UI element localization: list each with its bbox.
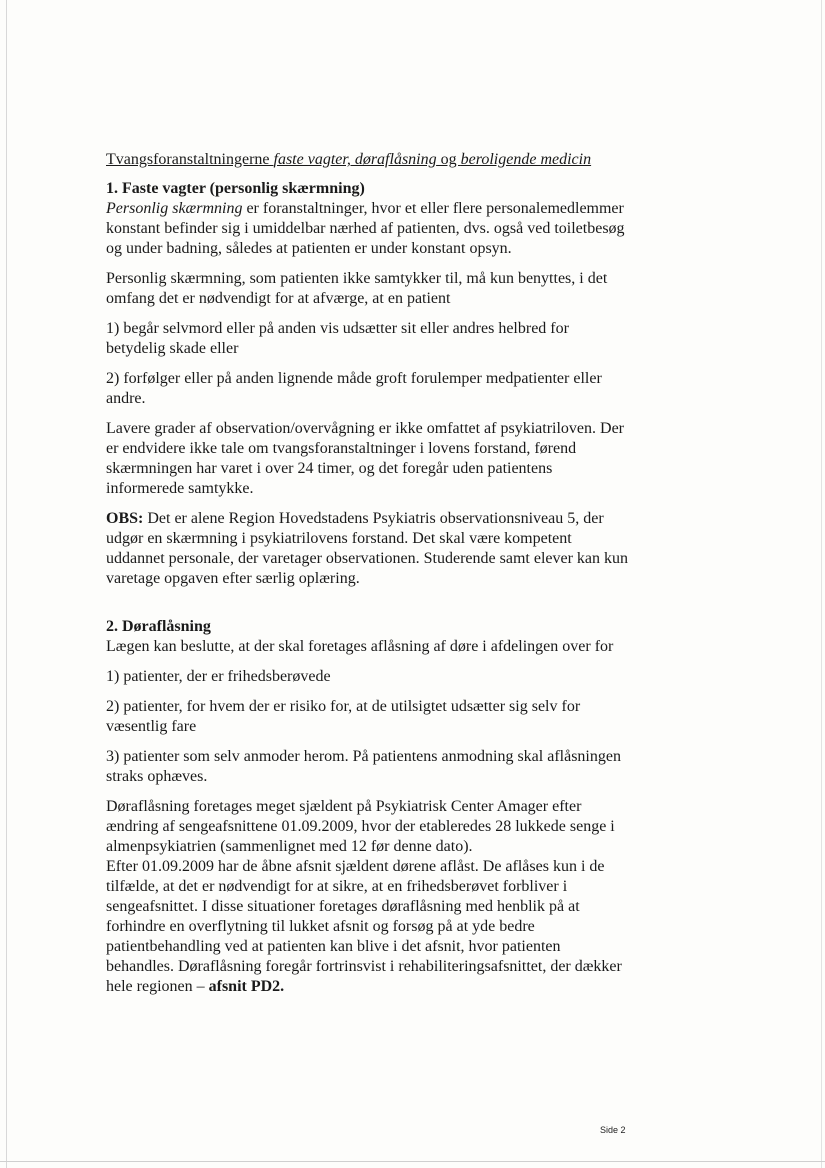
section-2-history-paragraph: Døraflåsning foretages meget sjældent på Psykiatrisk Center Amager efter ændring af sengeafsnittene 01.09.2009, hvor der etableredes 28 lukkede senge i almenpsykiatrien (sammenlignet med 12 før denne dato). bbox=[106, 798, 615, 855]
section-1-obs-note bbox=[106, 509, 630, 589]
heading-connector: og bbox=[436, 151, 461, 168]
obs-label: OBS: bbox=[106, 510, 144, 527]
section-2-after-bold: afsnit PD2. bbox=[208, 978, 285, 995]
obs-text: Det er alene Region Hovedstadens Psykiatris observationsniveau 5, der udgør en skærmning i psykiatrilovens forstand. Det skal være kompetent uddannet personale, der varetager observationen. Studerende samt elever kan kun varetage opgaven efter særlig oplæring. bbox=[106, 510, 629, 587]
section-1-intro-rest: er foranstaltninger, hvor et eller flere personalemedlemmer konstant befinder sig i umiddelbar nærhed af patienten, dvs. også ved toiletbesøg og under badning, således at patienten er under konstant opsyn. bbox=[106, 200, 625, 257]
document-heading bbox=[106, 150, 630, 170]
section-2-after-text: Efter 01.09.2009 har de åbne afsnit sjældent dørene aflåst. De aflåses kun i de tilfælde, at det er nødvendigt for at sikre, at en frihedsberøvet forbliver i sengeafsnittet. I disse situationer foretages døraflåsning med henblik på at forhindre en overflytning til lukket afsnit og forsøg på at yde bedre patientbehandling ved at patienten kan blive i det afsnit, hvor patienten behandles. Døraflåsning foregår fortrinsvist i rehabiliteringsafsnittet, der dækker hele regionen – bbox=[106, 858, 622, 995]
section-2-list-item-2: 2) patienter, for hvem der er risiko for, at de utilsigtet udsætter sig selv for væsentlig fare bbox=[106, 698, 581, 735]
section-1-intro bbox=[106, 199, 630, 259]
scan-edge-right bbox=[821, 0, 822, 1168]
section-1-intro-term: Personlig skærmning bbox=[106, 200, 243, 217]
section-2-list-item-3: 3) patienter som selv anmoder herom. På patientens anmodning skal aflåsningen straks ophæves. bbox=[106, 748, 621, 785]
heading-emphasis-2: beroligende medicin bbox=[460, 151, 592, 168]
heading-prefix: Tvangsforanstaltningerne bbox=[106, 151, 274, 168]
section-2-list-item-1: 1) patienter, der er frihedsberøvede bbox=[106, 668, 331, 685]
section-1-observation-paragraph: Lavere grader af observation/overvågning er ikke omfattet af psykiatriloven. Der er endvidere ikke tale om tvangsforanstaltninger i lovens forstand, førend skærmningen har varet i over 24 timer, og det foregår uden patientens informerede samtykke. bbox=[106, 420, 625, 497]
page-number: Side 2 bbox=[600, 1125, 626, 1135]
section-1-consent-paragraph: Personlig skærmning, som patienten ikke samtykker til, må kun benyttes, i det omfang det er nødvendigt for at afværge, at en patient bbox=[106, 270, 608, 307]
heading-emphasis-1: faste vagter, døraflåsning bbox=[273, 151, 437, 168]
scan-edge-bottom bbox=[0, 1161, 825, 1162]
section-2-title: 2. Døraflåsning bbox=[106, 618, 211, 635]
section-1-title: 1. Faste vagter (personlig skærmning) bbox=[106, 180, 365, 197]
section-1-list-item-2: 2) forfølger eller på anden lignende måde groft forulemper medpatienter eller andre. bbox=[106, 370, 602, 407]
document-body bbox=[106, 150, 630, 997]
section-2-intro: Lægen kan beslutte, at der skal foretages aflåsning af døre i afdelingen over for bbox=[106, 638, 614, 655]
section-2-after-paragraph bbox=[106, 857, 630, 997]
section-1-list-item-1: 1) begår selvmord eller på anden vis udsætter sit eller andres helbred for betydelig skade eller bbox=[106, 320, 569, 357]
scan-edge-left bbox=[6, 0, 7, 1168]
